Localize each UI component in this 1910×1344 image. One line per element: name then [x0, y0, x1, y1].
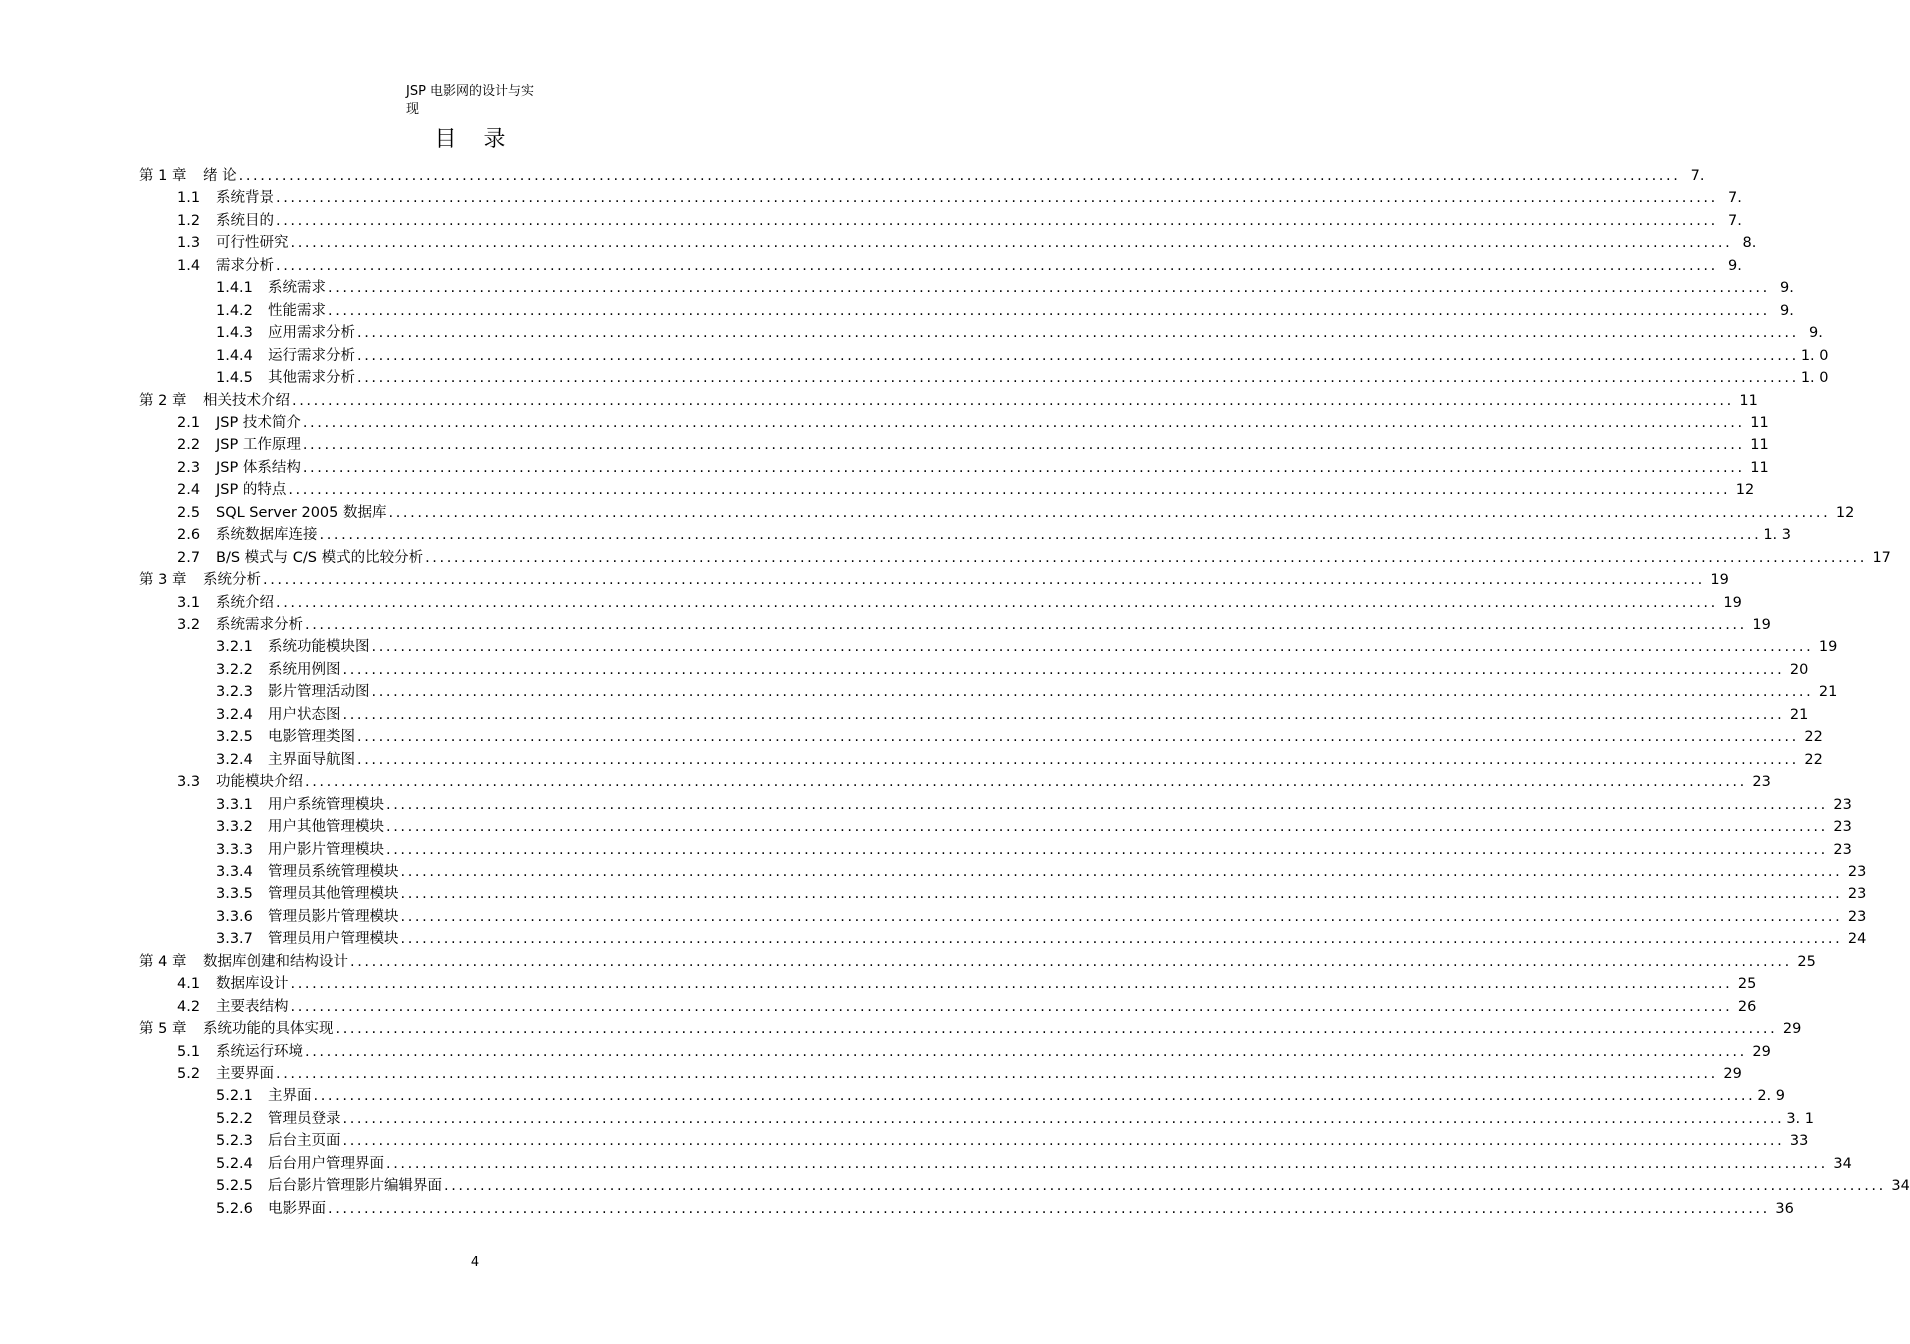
toc-entry[interactable] — [139, 390, 1758, 412]
toc-entry[interactable] — [216, 1108, 1814, 1130]
toc-entry-title: 性能需求 — [268, 302, 326, 319]
toc-entry-number: 3.2.2 — [216, 661, 253, 678]
toc-entry[interactable] — [177, 1063, 1742, 1085]
toc-entry-page: 19 — [1723, 594, 1742, 611]
toc-entry-page: 8. — [1742, 235, 1757, 252]
toc-entry-page: 23 — [1847, 886, 1867, 903]
toc-dot-leader: ........................................................................................................................................................................................................ — [292, 392, 1734, 409]
toc-entry-number: 3.2.3 — [216, 684, 253, 701]
toc-dot-leader: ........................................................................................................................................................................................................ — [263, 572, 1705, 589]
toc-dot-leader: ........................................................................................................................................................................................................ — [342, 1133, 1785, 1150]
toc-entry-title: 用户系统管理模块 — [268, 796, 384, 813]
toc-entry-title: 管理员用户管理模块 — [268, 931, 399, 948]
toc-entry-title: 主界面 — [268, 1088, 312, 1105]
toc-entry-number: 3.1 — [177, 594, 201, 611]
toc-entry-number: 3.3.4 — [216, 863, 253, 880]
toc-entry-title: 系统数据库连接 — [216, 527, 318, 544]
toc-entry-title: 管理员登录 — [268, 1110, 341, 1127]
toc-entry-page: 12 — [1835, 504, 1855, 521]
toc-entry[interactable] — [177, 232, 1757, 254]
toc-entry[interactable] — [216, 1130, 1809, 1152]
toc-entry-title: 管理员其他管理模块 — [268, 886, 399, 903]
toc-entry-page: 23 — [1752, 774, 1771, 791]
toc-dot-leader: ........................................................................................................................................................................................................ — [357, 729, 1799, 746]
toc-entry-number: 2.4 — [177, 482, 201, 499]
toc-entry-page: 7. — [1727, 190, 1742, 207]
toc-dot-leader: ........................................................................................................................................................................................................ — [276, 212, 1718, 229]
toc-entry[interactable] — [139, 951, 1816, 973]
toc-entry-title: 需求分析 — [216, 257, 274, 274]
toc-entry-page: 21 — [1789, 706, 1809, 723]
toc-entry[interactable] — [216, 1085, 1785, 1107]
toc-dot-leader: ........................................................................................................................................................................................................ — [290, 235, 1733, 252]
toc-dot-leader: ........................................................................................................................................................................................................ — [342, 661, 1785, 678]
toc-entry-page: 11 — [1750, 437, 1769, 454]
toc-entry[interactable] — [216, 681, 1838, 703]
toc-entry-number: 1.4.3 — [216, 325, 253, 342]
toc-entry-number: 5.2 — [177, 1066, 201, 1082]
toc-dot-leader: ........................................................................................................................................................................................................ — [335, 1021, 1778, 1038]
toc-entry-title: 管理员系统管理模块 — [268, 863, 399, 880]
toc-entry-title: 相关技术介绍 — [203, 392, 290, 409]
toc-dot-leader: ........................................................................................................................................................................................................ — [386, 841, 1828, 858]
toc-entry-page: 11 — [1750, 459, 1769, 476]
toc-entry[interactable] — [139, 569, 1729, 591]
toc-entry-title: 主界面导航图 — [268, 751, 355, 768]
toc-entry[interactable] — [216, 906, 1867, 928]
toc-entry-title: JSP 的特点 — [216, 482, 287, 499]
toc-entry-title: 数据库创建和结构设计 — [203, 953, 348, 970]
toc-entry-page: 1. 3 — [1763, 527, 1791, 544]
toc-dot-leader: ........................................................................................................................................................................................................ — [371, 639, 1814, 656]
toc-entry-title: 系统用例图 — [268, 661, 341, 678]
toc-entry-title: 用户状态图 — [268, 706, 341, 723]
toc-dot-leader: ........................................................................................................................................................................................................ — [342, 706, 1785, 723]
toc-entry[interactable] — [216, 659, 1809, 681]
toc-entry-page: 29 — [1723, 1066, 1742, 1082]
toc-entry-title: JSP 技术简介 — [216, 414, 301, 431]
toc-entry-number: 1.2 — [177, 212, 201, 229]
toc-entry-page: 19 — [1818, 639, 1838, 656]
toc-entry-number: 2.5 — [177, 504, 201, 521]
toc-entry-title: 系统需求 — [268, 280, 326, 297]
toc-entry-page: 19 — [1710, 572, 1729, 589]
toc-entry[interactable] — [177, 614, 1771, 636]
toc-entry-title: 后台用户管理界面 — [268, 1155, 384, 1172]
toc-entry[interactable] — [216, 636, 1838, 658]
toc-entry[interactable] — [216, 322, 1823, 344]
toc-entry-page: 23 — [1833, 819, 1852, 836]
toc-entry-number: 1.1 — [177, 190, 201, 207]
toc-entry-number: 2.7 — [177, 549, 201, 566]
toc-dot-leader: ........................................................................................................................................................................................................ — [328, 280, 1770, 297]
toc-entry-number: 1.4.1 — [216, 280, 253, 297]
toc-dot-leader: ........................................................................................................................................................................................................ — [305, 1043, 1747, 1060]
toc-entry-number: 第 3 章 — [139, 572, 187, 589]
toc-entry[interactable] — [177, 457, 1769, 479]
toc-entry-number: 2.2 — [177, 437, 201, 454]
toc-entry-number: 5.2.4 — [216, 1155, 253, 1172]
toc-entry-number: 5.2.6 — [216, 1200, 253, 1217]
toc-entry-page: 26 — [1737, 998, 1757, 1015]
running-header — [406, 83, 576, 119]
toc-entry-page: 1. 0 — [1800, 347, 1829, 364]
toc-entry-page: 34 — [1833, 1155, 1852, 1172]
toc-entry[interactable] — [216, 794, 1852, 816]
toc-entry-number: 3.2.4 — [216, 706, 253, 723]
toc-entry-title: 系统背景 — [216, 190, 274, 207]
toc-entry-number: 3.2.1 — [216, 639, 253, 656]
toc-entry-title: 功能模块介绍 — [216, 774, 303, 791]
toc-entry[interactable] — [216, 367, 1829, 389]
toc-dot-leader: ........................................................................................................................................................................................................ — [238, 168, 1681, 184]
toc-entry[interactable] — [216, 816, 1852, 838]
toc-dot-leader: ........................................................................................................................................................................................................ — [328, 302, 1770, 319]
toc-entry-title: 后台影片管理影片编辑界面 — [268, 1178, 442, 1195]
toc-entry[interactable] — [216, 861, 1867, 883]
toc-entry-page: 22 — [1804, 751, 1823, 768]
toc-entry-page: 22 — [1804, 729, 1823, 746]
toc-entry-title: 用户其他管理模块 — [268, 819, 384, 836]
toc-entry-page: 19 — [1752, 617, 1771, 633]
toc-entry-title: 主要表结构 — [216, 998, 289, 1015]
toc-dot-leader: ........................................................................................................................................................................................................ — [400, 863, 1843, 880]
toc-entry[interactable] — [216, 345, 1829, 367]
toc-entry-number: 3.3 — [177, 774, 201, 791]
toc-entry-number: 1.4.2 — [216, 302, 253, 319]
toc-entry-number: 5.2.2 — [216, 1110, 253, 1127]
toc-dot-leader: ........................................................................................................................................................................................................ — [319, 527, 1762, 544]
toc-entry-title: 用户影片管理模块 — [268, 841, 384, 858]
toc-dot-leader: ........................................................................................................................................................................................................ — [444, 1178, 1886, 1195]
toc-entry-number: 3.2.4 — [216, 751, 253, 768]
toc-entry[interactable] — [216, 726, 1823, 748]
toc-entry-number: 2.3 — [177, 459, 201, 476]
toc-dot-leader: ........................................................................................................................................................................................................ — [386, 796, 1828, 813]
toc-dot-leader: ........................................................................................................................................................................................................ — [328, 1200, 1770, 1217]
page-number: 4 — [470, 1255, 480, 1270]
toc-entry-number: 3.3.5 — [216, 886, 253, 903]
toc-entry[interactable] — [177, 771, 1771, 793]
toc-entry-number: 5.2.3 — [216, 1133, 253, 1150]
toc-dot-leader: ........................................................................................................................................................................................................ — [290, 976, 1733, 993]
toc-entry-number: 2.1 — [177, 414, 201, 431]
toc-dot-leader: ........................................................................................................................................................................................................ — [425, 549, 1867, 566]
toc-entry[interactable] — [216, 749, 1823, 771]
toc-entry-title: 管理员影片管理模块 — [268, 908, 399, 925]
toc-entry[interactable] — [216, 1153, 1852, 1175]
toc-dot-leader: ........................................................................................................................................................................................................ — [388, 504, 1831, 521]
toc-entry-page: 1. 0 — [1800, 370, 1829, 387]
toc-entry-title: 系统介绍 — [216, 594, 274, 611]
toc-entry-number: 1.3 — [177, 235, 201, 252]
toc-dot-leader: ........................................................................................................................................................................................................ — [302, 414, 1745, 431]
toc-entry-page: 29 — [1782, 1021, 1802, 1038]
toc-dot-leader: ........................................................................................................................................................................................................ — [276, 190, 1718, 207]
toc-entry-title: 数据库设计 — [216, 976, 289, 993]
toc-entry[interactable] — [216, 704, 1809, 726]
toc-entry-page: 33 — [1789, 1133, 1809, 1150]
toc-dot-leader: ........................................................................................................................................................................................................ — [357, 751, 1799, 768]
toc-entry[interactable] — [216, 839, 1852, 861]
toc-entry-page: 23 — [1833, 841, 1852, 858]
toc-title: 目 录 — [434, 127, 516, 152]
toc-entry[interactable] — [177, 502, 1855, 524]
toc-entry-title: 运行需求分析 — [268, 347, 355, 364]
toc-entry-page: 23 — [1833, 796, 1852, 813]
toc-dot-leader: ........................................................................................................................................................................................................ — [400, 886, 1843, 903]
toc-entry[interactable] — [216, 300, 1794, 322]
toc-entry-page: 25 — [1737, 976, 1757, 993]
toc-dot-leader: ........................................................................................................................................................................................................ — [357, 325, 1799, 342]
toc-entry-title: JSP 体系结构 — [216, 459, 301, 476]
toc-entry-page: 9. — [1727, 257, 1742, 274]
toc-entry-title: 应用需求分析 — [268, 325, 355, 342]
toc-entry-title: 影片管理活动图 — [268, 684, 370, 701]
toc-entry-number: 3.3.6 — [216, 908, 253, 925]
toc-dot-leader: ........................................................................................................................................................................................................ — [357, 347, 1799, 364]
toc-entry[interactable] — [177, 592, 1742, 614]
toc-entry[interactable] — [139, 165, 1705, 187]
toc-dot-leader: ........................................................................................................................................................................................................ — [350, 953, 1792, 970]
toc-entry-title: B/S 模式与 C/S 模式的比较分析 — [216, 549, 424, 566]
toc-entry-title: 系统功能的具体实现 — [203, 1021, 334, 1038]
toc-dot-leader: ........................................................................................................................................................................................................ — [305, 774, 1747, 791]
toc-entry-page: 24 — [1847, 931, 1867, 948]
toc-entry-number: 4.2 — [177, 998, 201, 1015]
toc-entry[interactable] — [216, 883, 1867, 905]
toc-entry-title: 电影界面 — [268, 1200, 326, 1217]
toc-dot-leader: ........................................................................................................................................................................................................ — [302, 459, 1745, 476]
toc-entry[interactable] — [177, 547, 1891, 569]
toc-entry-page: 11 — [1750, 414, 1769, 431]
toc-dot-leader: ........................................................................................................................................................................................................ — [371, 684, 1814, 701]
toc-dot-leader: ........................................................................................................................................................................................................ — [386, 1155, 1828, 1172]
toc-entry[interactable] — [177, 434, 1769, 456]
toc-entry-number: 1.4 — [177, 257, 201, 274]
toc-entry-page: 11 — [1739, 392, 1758, 409]
toc-dot-leader: ........................................................................................................................................................................................................ — [290, 998, 1733, 1015]
toc-entry-number: 3.3.1 — [216, 796, 253, 813]
toc-entry-title: 其他需求分析 — [268, 370, 355, 387]
toc-entry[interactable] — [216, 928, 1867, 950]
toc-entry-title: 系统分析 — [203, 572, 261, 589]
running-header-line1: JSP 电影网的设计与实 — [406, 84, 535, 99]
toc-entry-number: 第 1 章 — [139, 168, 187, 184]
toc-entry[interactable] — [216, 1175, 1910, 1197]
toc-entry[interactable] — [177, 255, 1742, 277]
toc-entry-number: 3.2.5 — [216, 729, 253, 746]
toc-entry-page: 29 — [1752, 1043, 1771, 1060]
toc-entry-page: 12 — [1735, 482, 1755, 499]
toc-entry[interactable] — [139, 1018, 1802, 1040]
running-header-line2: 现 — [406, 102, 420, 117]
toc-entry-page: 25 — [1797, 953, 1816, 970]
toc-entry-number: 5.2.5 — [216, 1178, 253, 1195]
toc-entry-number: 3.3.2 — [216, 819, 253, 836]
toc-dot-leader: ........................................................................................................................................................................................................ — [400, 931, 1843, 948]
toc-entry-title: 电影管理类图 — [268, 729, 355, 746]
toc-entry[interactable] — [177, 1041, 1771, 1063]
toc-entry-number: 第 4 章 — [139, 953, 187, 970]
toc-entry-number: 5.1 — [177, 1043, 201, 1060]
toc-entry-number: 3.3.7 — [216, 931, 253, 948]
toc-entry-page: 9. — [1808, 325, 1823, 342]
toc-entry[interactable] — [177, 996, 1757, 1018]
toc-entry-page: 2. 9 — [1757, 1088, 1785, 1105]
toc-entry-title: 系统目的 — [216, 212, 274, 229]
toc-entry-number: 第 2 章 — [139, 392, 187, 409]
toc-dot-leader: ........................................................................................................................................................................................................ — [313, 1088, 1756, 1105]
toc-entry-page: 9. — [1779, 302, 1794, 319]
toc-entry-number: 3.2 — [177, 617, 201, 633]
toc-entry-title: 绪 论 — [203, 168, 237, 184]
toc-entry-title: JSP 工作原理 — [216, 437, 301, 454]
toc-entry[interactable] — [216, 1198, 1794, 1220]
toc-entry-page: 34 — [1891, 1178, 1910, 1195]
toc-entry-page: 7. — [1690, 168, 1705, 184]
toc-entry-number: 第 5 章 — [139, 1021, 187, 1038]
toc-entry-number: 1.4.4 — [216, 347, 253, 364]
toc-entry[interactable] — [177, 210, 1742, 232]
toc-entry-title: 系统运行环境 — [216, 1043, 303, 1060]
toc-entry-title: 后台主页面 — [268, 1133, 341, 1150]
toc-entry-page: 23 — [1847, 908, 1867, 925]
toc-entry-title: 系统需求分析 — [216, 617, 303, 633]
toc-entry-page: 23 — [1847, 863, 1867, 880]
toc-entry-title: SQL Server 2005 数据库 — [216, 504, 387, 521]
toc-dot-leader: ........................................................................................................................................................................................................ — [276, 257, 1718, 274]
toc-entry[interactable] — [216, 277, 1794, 299]
toc-entry[interactable] — [177, 479, 1755, 501]
toc-entry-title: 主要界面 — [216, 1066, 274, 1082]
toc-entry-title: 系统功能模块图 — [268, 639, 370, 656]
toc-dot-leader: ........................................................................................................................................................................................................ — [342, 1110, 1785, 1127]
toc-entry-page: 9. — [1779, 280, 1794, 297]
toc-entry-number: 5.2.1 — [216, 1088, 253, 1105]
toc-dot-leader: ........................................................................................................................................................................................................ — [400, 908, 1843, 925]
toc-dot-leader: ........................................................................................................................................................................................................ — [276, 594, 1718, 611]
toc-dot-leader: ........................................................................................................................................................................................................ — [288, 482, 1731, 499]
toc-entry[interactable] — [177, 187, 1742, 209]
toc-entry-page: 7. — [1727, 212, 1742, 229]
toc-entry-number: 4.1 — [177, 976, 201, 993]
toc-entry-page: 17 — [1872, 549, 1891, 566]
toc-entry-number: 2.6 — [177, 527, 201, 544]
toc-entry-page: 20 — [1789, 661, 1809, 678]
toc-dot-leader: ........................................................................................................................................................................................................ — [305, 617, 1747, 633]
toc-entry-page: 36 — [1775, 1200, 1794, 1217]
toc-entry[interactable] — [177, 973, 1757, 995]
toc-dot-leader: ........................................................................................................................................................................................................ — [386, 819, 1828, 836]
toc-dot-leader: ........................................................................................................................................................................................................ — [302, 437, 1745, 454]
toc-entry-number: 3.3.3 — [216, 841, 253, 858]
toc-entry-number: 1.4.5 — [216, 370, 253, 387]
toc-dot-leader: ........................................................................................................................................................................................................ — [357, 370, 1799, 387]
toc-entry-title: 可行性研究 — [216, 235, 289, 252]
toc-entry-page: 3. 1 — [1786, 1110, 1814, 1127]
toc-entry[interactable] — [177, 524, 1791, 546]
toc-dot-leader: ........................................................................................................................................................................................................ — [276, 1066, 1718, 1082]
toc-entry-page: 21 — [1818, 684, 1838, 701]
toc-entry[interactable] — [177, 412, 1769, 434]
